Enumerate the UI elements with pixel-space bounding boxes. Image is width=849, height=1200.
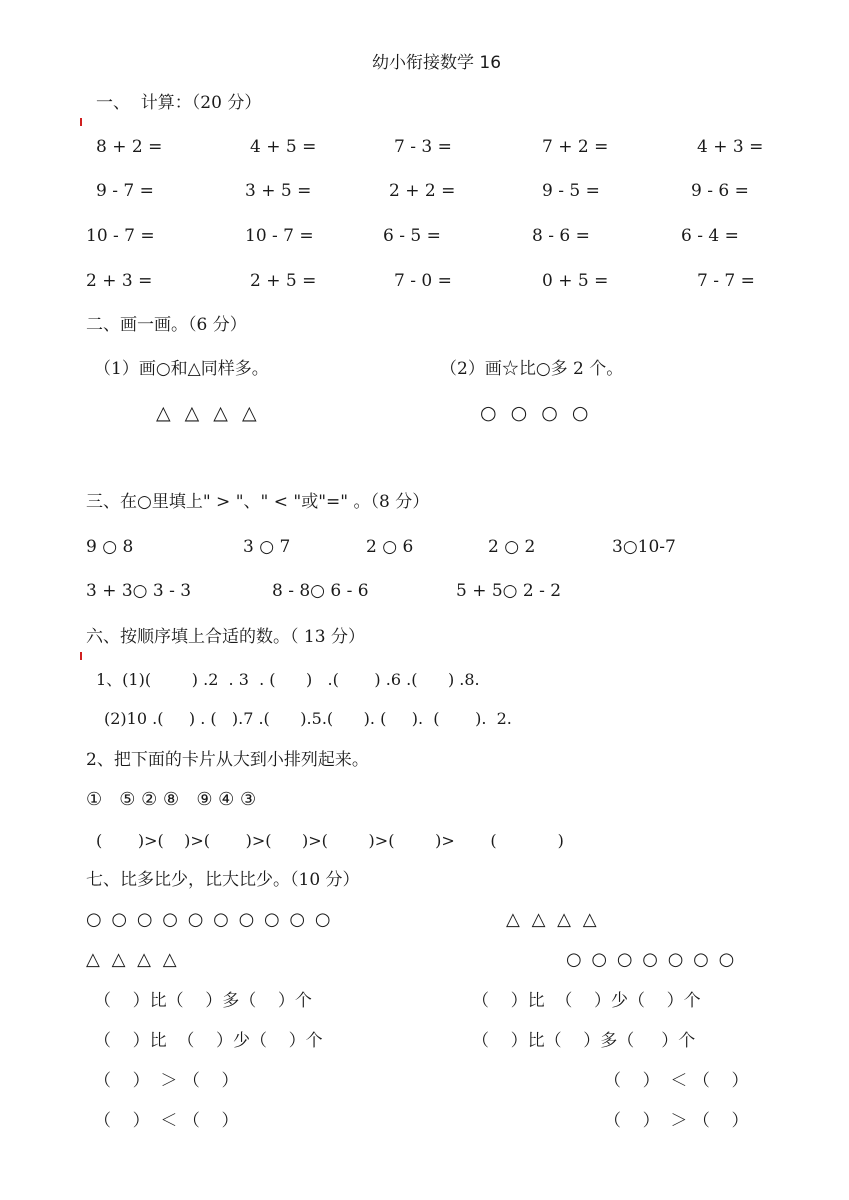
compare-sentence: （ ）比（ ）多（ ）个 [472,1031,696,1051]
compare-problem: 3 + 3○ 3 - 3 [86,581,192,601]
calc-problem: 9 - 7 = [96,181,154,201]
calc-problem: 6 - 5 = [383,226,441,246]
sequence-line-2: (2)10 .( ) . ( ).7 .( ).5.( ). ( ). ( ). 2. [104,709,512,728]
compare-sentence: （ ）比 （ ）少（ ）个 [94,1031,323,1051]
section-heading-calc: 一、 计算：（20 分） [96,93,262,113]
calc-problem: 6 - 4 = [681,226,739,246]
calc-problem: 9 - 5 = [542,181,600,201]
triangle-row: △ △ △ △ [506,909,600,930]
calc-problem: 10 - 7 = [86,226,155,246]
calc-problem: 2 + 2 = [389,181,456,201]
compare-problem: 2 ○ 2 [488,537,536,557]
calc-problem: 8 - 6 = [532,226,590,246]
circle-shapes: ○ ○ ○ ○ [480,402,593,424]
compare-sentence: （ ）比（ ）多（ ）个 [94,991,312,1011]
section-heading-draw: 二、画一画。（6 分） [86,315,247,335]
margin-mark [80,652,82,660]
triangle-shapes: △ △ △ △ [156,402,261,424]
section-heading-compare: 三、在○里填上" > "、" < "或"=" 。（8 分） [86,492,430,512]
calc-problem: 7 + 2 = [542,137,609,157]
calc-problem: 2 + 3 = [86,271,153,291]
sequence-line-1: 1、(1)( ) .2 . 3 . ( ) .( ) .6 .( ) .8. [96,670,480,689]
triangle-row: △ △ △ △ [86,949,180,970]
calc-problem: 7 - 0 = [394,271,452,291]
compare-problem: 3 ○ 7 [243,537,291,557]
compare-blank: （ ） ＞ （ ） [604,1111,749,1131]
calc-problem: 3 + 5 = [245,181,312,201]
number-cards: ① ⑤ ② ⑧ ⑨ ④ ③ [86,789,257,810]
calc-problem: 7 - 7 = [697,271,755,291]
calc-problem: 10 - 7 = [245,226,314,246]
calc-problem: 7 - 3 = [394,137,452,157]
calc-problem: 8 + 2 = [96,137,163,157]
calc-problem: 9 - 6 = [691,181,749,201]
section-heading-more-less: 七、比多比少，比大比少。（10 分） [86,870,360,890]
calc-problem: 4 + 5 = [250,137,317,157]
circle-row: ○ ○ ○ ○ ○ ○ ○ ○ ○ ○ [86,909,333,930]
compare-problem: 2 ○ 6 [366,537,414,557]
order-blanks: ( )>( )>( )>( )>( )>( )> ( ) [96,831,564,850]
compare-problem: 5 + 5○ 2 - 2 [456,581,562,601]
draw-question-1: （1）画○和△同样多。 [94,359,269,379]
circle-row: ○ ○ ○ ○ ○ ○ ○ [566,949,737,970]
card-sort-question: 2、把下面的卡片从大到小排列起来。 [86,750,369,770]
margin-mark [80,118,82,126]
calc-problem: 2 + 5 = [250,271,317,291]
section-heading-sequence: 六、按顺序填上合适的数。（ 13 分） [86,627,365,647]
compare-blank: （ ） ＞ （ ） [94,1071,239,1091]
compare-sentence: （ ）比 （ ）少（ ）个 [472,991,701,1011]
compare-problem: 8 - 8○ 6 - 6 [272,581,369,601]
compare-blank: （ ） ＜ （ ） [604,1071,749,1091]
page-title: 幼小衔接数学 16 [372,53,502,73]
calc-problem: 0 + 5 = [542,271,609,291]
draw-question-2: （2）画☆比○多 2 个。 [440,359,624,379]
calc-problem: 4 + 3 = [697,137,764,157]
compare-problem: 3○10-7 [612,537,676,557]
compare-blank: （ ） ＜ （ ） [94,1111,239,1131]
compare-problem: 9 ○ 8 [86,537,134,557]
